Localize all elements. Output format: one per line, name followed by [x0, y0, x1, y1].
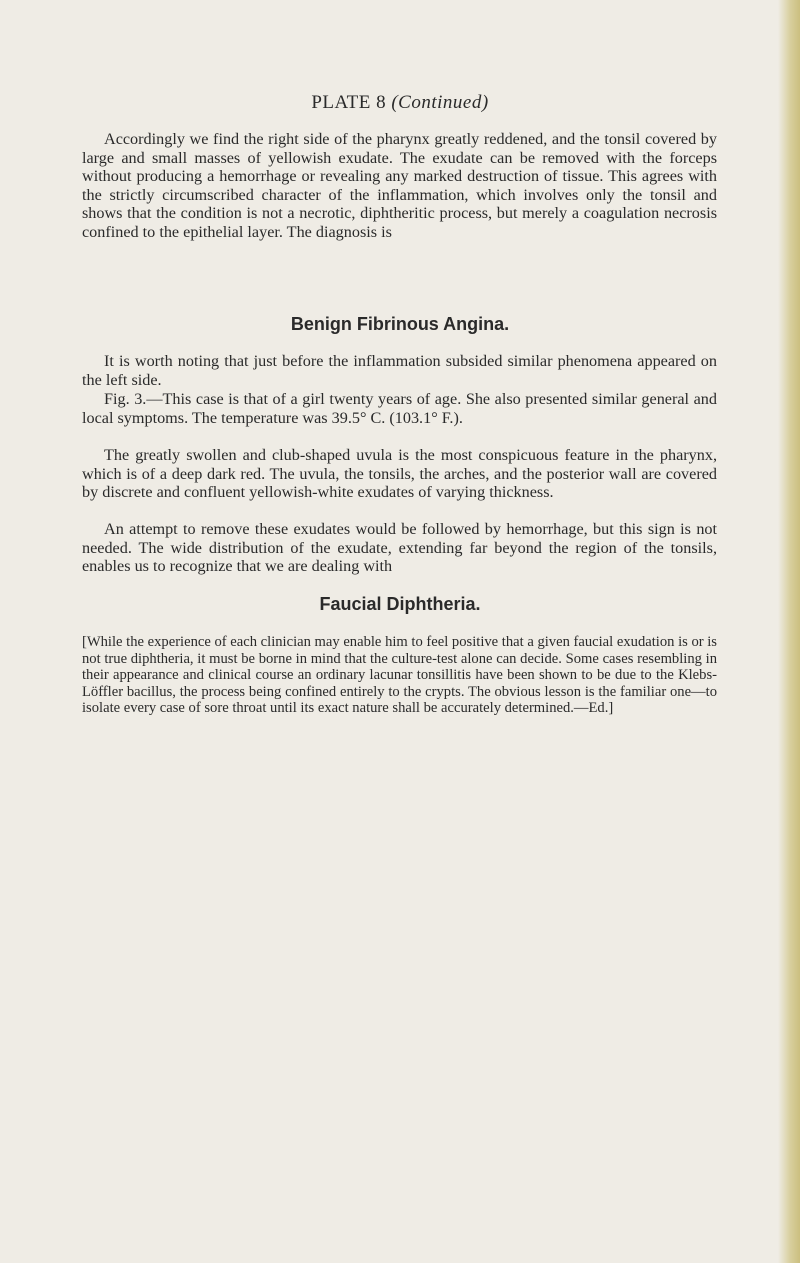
paragraph-2: It is worth noting that just before the inflammation subsided similar phenomena appeared on the left side.: [82, 352, 717, 389]
plate-continued: (Continued): [391, 92, 489, 113]
page-edge-shadow: [778, 0, 800, 1263]
section-heading-benign-fibrinous-angina: Benign Fibrinous Angina.: [290, 314, 510, 334]
section-heading-faucial-diphtheria: Faucial Diphtheria.: [319, 594, 481, 614]
paragraph-5: An attempt to remove these exudates would be followed by hemorrhage, but this sign is not needed. The wide distribution of the exudate, extending far beyond the region of the tonsils, enables us to recognize that we are dealing with: [82, 520, 717, 576]
paragraph-4: The greatly swollen and club-shaped uvula is the most conspicuous feature in the pharynx, which is of a deep dark red. The uvula, the tonsils, the arches, and the posterior wall are covered by discrete and confluent yellowish-white exudates of varying thickness.: [82, 446, 717, 502]
paragraph-1: Accordingly we find the right side of the pharynx greatly reddened, and the tonsil covered by large and small masses of yellowish exudate. The exudate can be removed with the forceps without producing a hemorrhage or revealing any marked destruction of tissue. This agrees with the strictly circumscribed character of the inflammation, which involves only the tonsil and shows that the condition is not a necrotic, diphtheritic process, but merely a coagulation necrosis confined to the epithelial layer. The diagnosis is: [82, 130, 717, 241]
paragraph-3: Fig. 3.—This case is that of a girl twenty years of age. She also presented similar general and local symptoms. The temperature was 39.5° C. (103.1° F.).: [82, 390, 717, 427]
editor-note: [While the experience of each clinician may enable him to feel positive that a given faucial exudation is or is not true diphtheria, it must be borne in mind that the culture-test alone can decide. Some cases resembling in their appearance and clinical course an ordinary lacunar tonsillitis have been shown to be due to the Klebs-Löffler bacillus, the process being confined entirely to the crypts. The obvious lesson is the familiar one—to isolate every case of sore throat until its exact nature shall be accurately determined.—Ed.]: [82, 634, 717, 717]
plate-title: PLATE 8: [311, 92, 387, 113]
plate-heading: [0, 92, 800, 114]
